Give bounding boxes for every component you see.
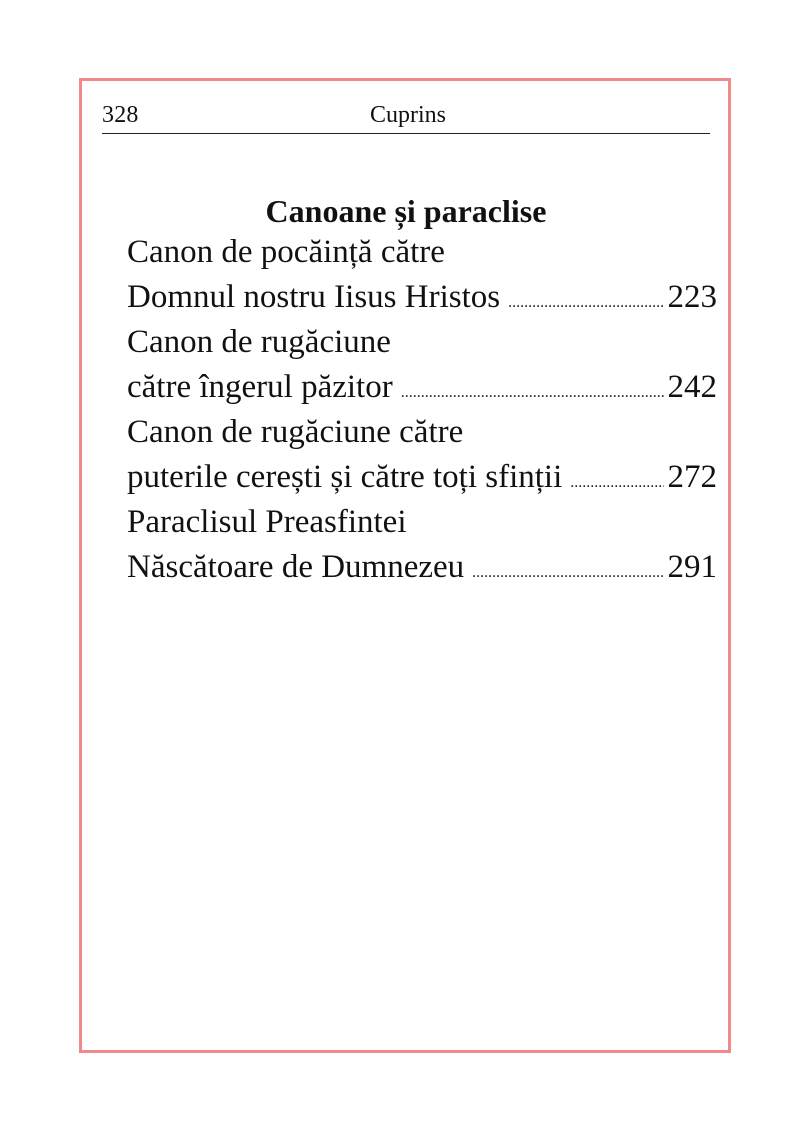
toc-entry-title-line-2: Domnul nostru Iisus Hristos — [127, 279, 501, 315]
dot-leader — [508, 293, 663, 313]
table-of-contents — [127, 230, 717, 590]
toc-entry-title-line-1: Canon de rugăciune — [127, 324, 391, 360]
section-title: Canoane și paraclise — [265, 193, 547, 230]
toc-page-number: 291 — [667, 549, 717, 585]
toc-entry[interactable] — [127, 230, 717, 320]
toc-entry[interactable] — [127, 320, 717, 410]
toc-entry-last-line — [127, 545, 717, 590]
toc-entry[interactable] — [127, 500, 717, 590]
toc-page-number: 272 — [667, 459, 717, 495]
toc-entry-title-line-2: către îngerul păzitor — [127, 369, 393, 405]
toc-page-number: 223 — [667, 279, 717, 315]
toc-entry[interactable] — [127, 410, 717, 500]
toc-entry-title-line-1: Canon de rugăciune către — [127, 414, 464, 450]
dot-leader — [570, 473, 663, 493]
toc-entry-last-line — [127, 275, 717, 320]
dot-leader — [401, 383, 664, 403]
toc-page-number: 242 — [667, 369, 717, 405]
toc-entry-title-line-1: Paraclisul Preasfintei — [127, 504, 407, 540]
toc-entry-title-line-2: puterile cerești și către toți sfinții — [127, 459, 563, 495]
toc-entry-title-line-1: Canon de pocăință către — [127, 234, 445, 270]
toc-entry-last-line — [127, 365, 717, 410]
toc-entry-title-line-2: Născătoare de Dumnezeu — [127, 549, 465, 585]
toc-entry-last-line — [127, 455, 717, 500]
running-header — [102, 98, 710, 134]
header-title: Cuprins — [369, 102, 446, 128]
page-number: 328 — [102, 102, 139, 128]
dot-leader — [472, 563, 663, 583]
